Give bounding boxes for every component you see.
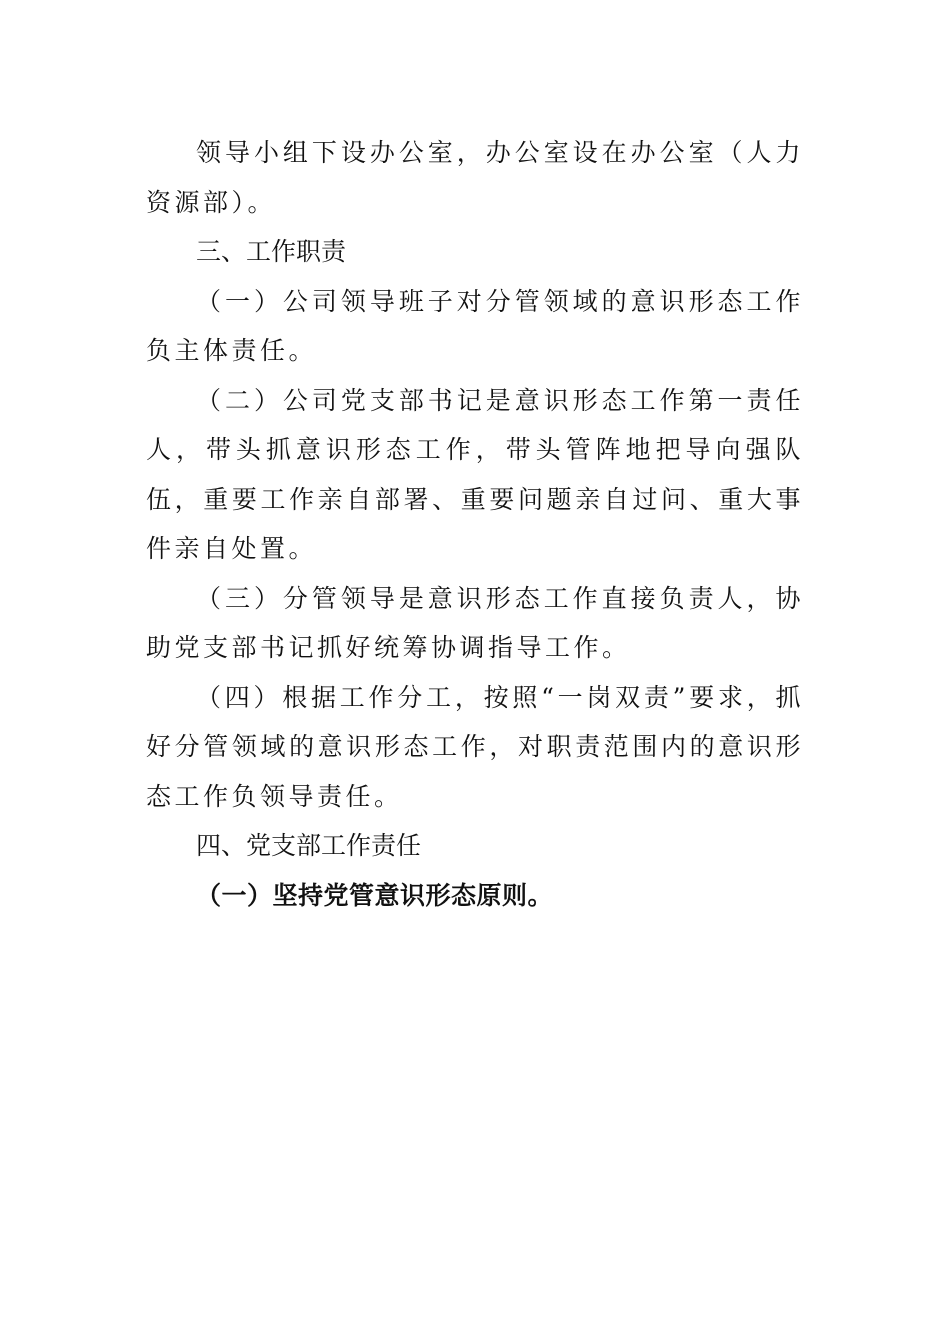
document-body xyxy=(146,128,804,920)
paragraph-duty-3: （三）分管领导是意识形态工作直接负责人，协助党支部书记抓好统筹协调指导工作。 xyxy=(146,583,804,662)
subheading-party-principle: （一）坚持党管意识形态原则。 xyxy=(196,880,554,910)
paragraph-office-setup: 领导小组下设办公室，办公室设在办公室（人力资源部）。 xyxy=(146,138,804,217)
section-heading-work-duties: 三、工作职责 xyxy=(196,237,347,266)
section-heading-branch-responsibility: 四、党支部工作责任 xyxy=(196,831,422,860)
paragraph-duty-2: （二）公司党支部书记是意识形态工作第一责任人，带头抓意识形态工作，带头管阵地把导向强队伍，重要工作亲自部署、重要问题亲自过问、重大事件亲自处置。 xyxy=(146,385,804,563)
paragraph-duty-4: （四）根据工作分工，按照“一岗双责”要求，抓好分管领域的意识形态工作，对职责范围内的意识形态工作负领导责任。 xyxy=(146,682,804,811)
paragraph-duty-1: （一）公司领导班子对分管领域的意识形态工作负主体责任。 xyxy=(146,286,804,365)
